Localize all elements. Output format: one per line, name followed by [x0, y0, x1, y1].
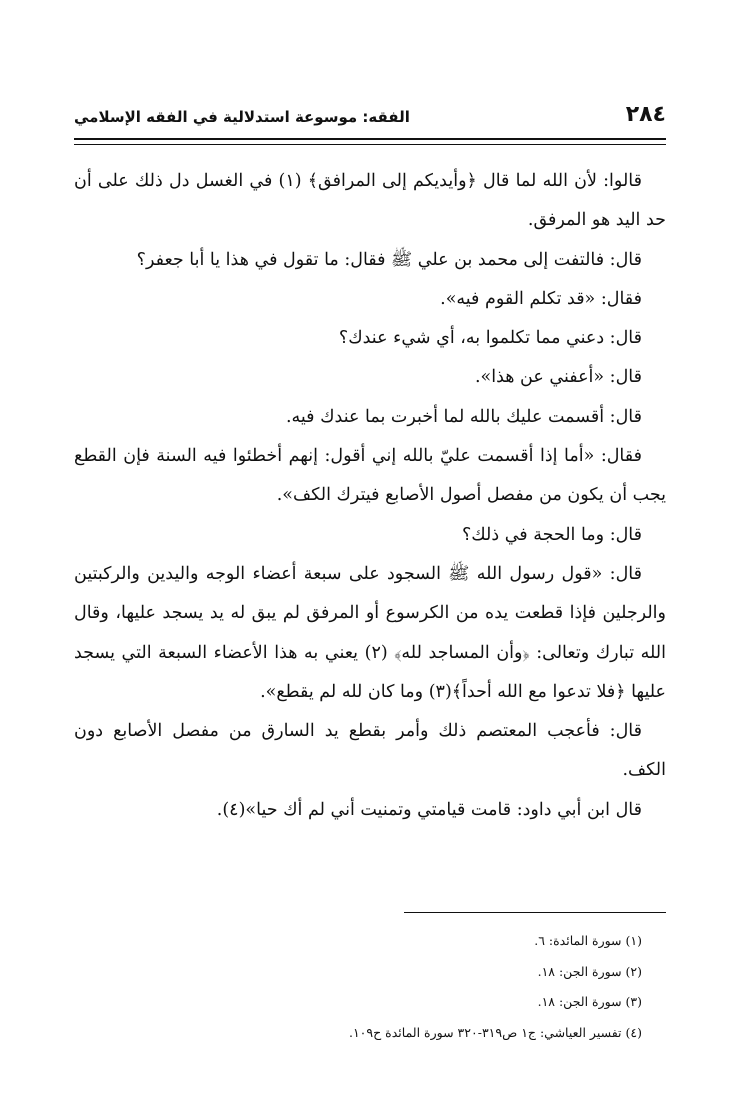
- paragraph: قال ابن أبي داود: قامت قيامتي وتمنيت أني لم أك حيا»(٤).: [216, 799, 642, 820]
- footnote: (٤) تفسير العياشي: ج١ ص٣١٩-٣٢٠ سورة المائدة ح١٠٩.: [348, 1024, 642, 1040]
- page-number: ٢٨٤: [625, 102, 666, 127]
- paragraph: قال: فالتفت إلى محمد بن علي ﷺ فقال: ما تقول في هذا يا أبا جعفر؟: [136, 249, 642, 270]
- body-text: [74, 162, 666, 830]
- footnotes: [74, 926, 666, 1048]
- paragraph: قال: دعني مما تكلموا به، أي شيء عندك؟: [338, 328, 642, 349]
- running-title: الفقه: موسوعة استدلالية في الفقه الإسلامي: [74, 108, 410, 126]
- footnote: (٣) سورة الجن: ١٨.: [537, 994, 642, 1009]
- paragraph: فقال: «أما إذا أقسمت عليّ بالله إني أقول: إنهم أخطئوا فيه السنة فإن القطع يجب أن يكون من مفصل أصول الأصابع فيترك الكف».: [74, 446, 666, 506]
- paragraph: قال: وما الحجة في ذلك؟: [462, 524, 642, 545]
- paragraph: فقال: «قد تكلم القوم فيه».: [440, 288, 642, 309]
- paragraph: قال: أقسمت عليك بالله لما أخبرت بما عندك فيه.: [285, 406, 642, 427]
- paragraph: قال: فأعجب المعتصم ذلك وأمر بقطع يد السارق من مفصل الأصابع دون الكف.: [74, 721, 666, 781]
- footnote-separator: [404, 912, 666, 913]
- paragraph: قالوا: لأن الله لما قال ﴿وأيديكم إلى المرافق﴾ (١) في الغسل دل ذلك على أن حد اليد هو المرفق.: [74, 171, 666, 231]
- paragraph: قال: «أعفني عن هذا».: [474, 367, 642, 388]
- header-rule-thin: [74, 144, 666, 145]
- footnote: (١) سورة المائدة: ٦.: [534, 933, 642, 948]
- paragraph: قال: «قول رسول الله ﷺ السجود على سبعة أعضاء الوجه واليدين والركبتين والرجلين فإذا قطعت يده من الكرسوع أو المرفق لم يبق له يد يسجد عليها، وقال الله تبارك وتعالى: ﴿وأن المساجد لله﴾ (٢) يعني به هذا الأعضاء السبعة التي يسجد عليها ﴿فلا تدعوا مع الله أحداً﴾(٣) وما كان لله لم يقطع».: [74, 563, 666, 702]
- footnote: (٢) سورة الجن: ١٨.: [537, 963, 642, 979]
- header-rule-thick: [74, 138, 666, 140]
- page-header: [74, 100, 666, 134]
